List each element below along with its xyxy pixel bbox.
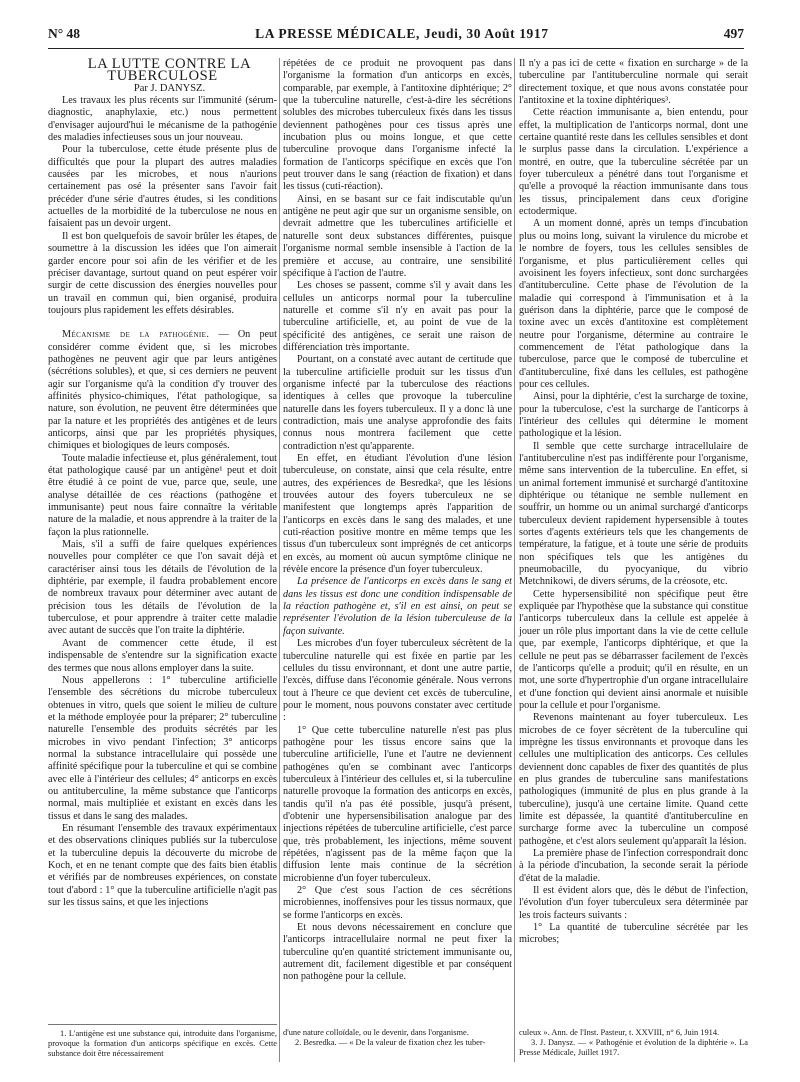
issue-number: N° 48 bbox=[48, 26, 81, 41]
paragraph: En effet, en étudiant l'évolution d'une lésion tuberculeuse, on constate, ainsi que cela résulte, entre autres, des expériences de Besredka², que les lésions trouvées autour des foyers tuberculeux ne se manifestent que longtemps après l'apparition de l'anticorps en excès dans le sang des malades, et une cuti-réaction positive montre en même temps que les tissus d'un tuberculeux sont imprégnés de cet anticorps en excès, au moment où aucun symptôme clinique ne révèle encore la présence d'un foyer tuberculeux. bbox=[283, 453, 512, 576]
paragraph: 2° Que c'est sous l'action de ces sécrétions microbiennes, inoffensives pour les tissus normaux, que se forme l'anticorps en excès. bbox=[283, 885, 512, 921]
paragraph: La première phase de l'infection correspondrait donc à la période d'incubation, la seconde serait la période d'état de la maladie. bbox=[519, 848, 748, 884]
paragraph: répétées de ce produit ne provoquent pas dans l'organisme la formation d'un anticorps en excès, comparable, par exemple, à l'antitoxine diphtérique; 2° que la tuberculine naturelle, c'est-à-dire les sécrétions solubles des microbes tuberculeux fixés dans les tissus deviennent pathogènes pour ces tissus après une incubation plus ou moins longue, et que cette tuberculine provoque dans l'organisme infecté la formation de l'anticorps spécifique en excès que l'on peut trouver dans le sang (réaction de fixation) et dans les tissus (cuti-réaction). bbox=[283, 58, 512, 193]
column-rule-2 bbox=[514, 58, 515, 1062]
footnote-1 bbox=[48, 1024, 277, 1076]
article-author: Par J. DANYSZ. bbox=[133, 82, 206, 94]
paragraph: Il est bon quelquefois de savoir brûler les étapes, de soumettre à la discussion les idées que l'on aimerait garder encore pour soi afin de les vérifier et de les préciser davantage, surtout quand on peut espérer voir surgir de cette discussion des énergies nouvelles pour un travail en commun qui, bien organisé, produira toujours plus rapidement les effets désirables. bbox=[48, 230, 277, 316]
paragraph: Cette hypersensibilité non spécifique peut être expliquée par l'hypothèse que la substance qui constitue l'anticorps tuberculeux dans la cellule est appelée à jouer un rôle plus important dans la vie de cette cellule que, par exemple, l'anticorps diphtérique, et que la cellule ne peut pas se débarrasser facilement de l'excès de l'anticorps qu'elle a produit; qu'il en résulte, en un mot, une sorte d'hypertrophie d'un organe intracellulaire et d'une fonction qui devient ainsi anormale et nuisible pour la cellule et pour l'organisme. bbox=[519, 588, 748, 711]
column-3 bbox=[519, 58, 748, 947]
paragraph: 1° La quantité de tuberculine sécrétée par les microbes; bbox=[519, 922, 748, 946]
paragraph: Il est évident alors que, dès le début de l'infection, l'évolution d'un foyer tuberculeux sera déterminée par les trois facteurs suivants : bbox=[519, 885, 748, 921]
paragraph: Les microbes d'un foyer tuberculeux sécrètent de la tuberculine naturelle qui est fixée en partie par les cellules du tissu environnant, et dont une autre partie, l'excès, diffuse dans l'économie générale. Nous verrons tout à l'heure ce que devient cet excès de tuberculine, pour le moment, nous pouvons constater avec certitude : bbox=[283, 638, 512, 724]
paragraph: Nous appellerons : 1° tuberculine artificielle l'ensemble des sécrétions du microbe tuberculeux obtenues in vitro, quels que soient le milieu de culture et la méthode employée pour la préparer; 2° tuberculine naturelle l'ensemble des produits sécrétés par les microbes in vivo pendant l'infection; 3° anticorps normal la substance intracellulaire qui possède une affinité spécifique pour la tuberculine et qui se combine avec elle à l'intérieur des cellules; 4° anticorps en excès ou antituberculine, la même substance que l'anticorps normal, mais multipliée et existant en excès dans les tissus et dans le sang des malades. bbox=[48, 674, 277, 822]
page-number: 497 bbox=[723, 26, 744, 41]
paragraph: Il n'y a pas ici de cette « fixation en surcharge » de la tuberculine par l'antituberculine normale qui serait directement toxique, et que nous avons constatée pour l'antitoxine et la toxine diphtériques³. bbox=[519, 58, 748, 107]
paragraph: Cette réaction immunisante a, bien entendu, pour effet, la multiplication de l'anticorps normal, dont une certaine quantité reste dans les cellules sensibles et dont le surplus passe dans la circulation. L'expérience a montré, en outre, que la tuberculine sécrétée par un foyer tuberculeux a pénétré dans tout l'organisme et qu'elle a provoqué la réaction immunisante dans tous les tissus, principalement dans ceux d'origine ectodermique. bbox=[519, 107, 748, 218]
footnote-text: 2. Besredka. — « De la valeur de fixation chez les tuber- bbox=[295, 1038, 486, 1047]
column-rule-1 bbox=[279, 58, 280, 1062]
footnote-text: 3. J. Danysz. — « Pathogénie et évolution de la diphtérie ». La Presse Médicale, Juillet 1917. bbox=[519, 1038, 748, 1057]
paragraph: Toute maladie infectieuse et, plus généralement, tout état pathologique causé par un antigène¹ peut et doit être étudié à ce point de vue, parce que, seule, une analyse détaillée de ces réactions (pathogène et immunisante) peut nous faire connaître la véritable nature de la maladie, et nous apprendre à la traiter de la façon la plus rationnelle. bbox=[48, 452, 277, 538]
paragraph: Et nous devons nécessairement en conclure que l'anticorps intracellulaire normal ne peut fixer la tuberculine qu'en quantité strictement immunisante ou, autrement dit, facilement digestible et par conséquent non pathogène pour la cellule. bbox=[283, 922, 512, 983]
paragraph: Mais, s'il a suffi de faire quelques expériences nouvelles pour compléter ce que l'on savait déjà et caractériser ainsi tous les détails de l'évolution de la diphtérie, par exemple, il faudra probablement encore de nombreux travaux pour déterminer avec autant de précision tous les détails de l'évolution de la tuberculose, et pour apprendre à traiter cette maladie avec autant de succès que l'on traite la diphtérie. bbox=[48, 539, 277, 637]
paragraph: Ainsi, en se basant sur ce fait indiscutable qu'un antigène ne peut agir que sur un organisme sensible, on devrait admettre que les tuberculines artificielle et naturelle sont deux substances différentes, puisque l'organisme normal semble insensible à l'action de la première et accuse, au contraire, une sensibilité spécifique à l'action de l'autre. bbox=[283, 193, 512, 279]
footnote-2 bbox=[283, 1028, 512, 1076]
paragraph: Les travaux les plus récents sur l'immunité (sérum-diagnostic, anaphylaxie, etc.) nous permettent d'envisager aujourd'hui le mécanisme de la pathogénie des maladies infectieuses sous un jour nouveau. bbox=[48, 95, 277, 144]
paragraph: La présence de l'anticorps en excès dans le sang et dans les tissus est donc une condition indispensable de la réaction pathogène et, s'il en est ainsi, on peut se représenter l'évolution de la lésion tuberculeuse de la façon suivante. bbox=[283, 576, 512, 637]
paragraph: Avant de commencer cette étude, il est indispensable de s'entendre sur la signification exacte des termes que nous allons employer dans la suite. bbox=[48, 637, 277, 674]
paragraph: A un moment donné, après un temps d'incubation plus ou moins long, suivant la virulence du microbe et le nombre de foyers, tous les cellules sensibles de l'organisme, et plus particulièrement celles qui avoisinent les foyers infectieux, sont donc surchargées d'antituberculine. Cette phase de l'évolution de la maladie qui correspond à l'immunisation et à la guérison dans la diphtérie, parce que le composé de toxine avec un excès d'antitoxine est complètement neutre pour l'organisme, détermine au contraire le commencement de l'état pathologique dans la tuberculose, parce que le composé de tuberculine et d'antituberculine, fixé dans les cellules, est pathogène pour ces cellules. bbox=[519, 218, 748, 390]
paragraph: Pour la tuberculose, cette étude présente plus de difficultés que pour la plupart des autres maladies causées par les microbes, et nous n'aurions certainement pas osé la présenter sans l'avoir fait précéder d'une série d'autres études, si les conditions actuelles de la morbidité de la tuberculose ne nous en faisaient pas un devoir urgent. bbox=[48, 144, 277, 230]
column-1 bbox=[48, 58, 277, 909]
article-title: LA LUTTE CONTRE LA TUBERCULOSE bbox=[87, 56, 252, 85]
paragraph: En résumant l'ensemble des travaux expérimentaux et des observations cliniques publiés sur la tuberculose et la tuberculine depuis la découverte du microbe de Koch, et en ne tenant compte que des faits bien établis et vérifiés par de nombreuses expériences, on constate tout d'abord : 1° que la tuberculine artificielle n'agit pas sur les tissus sains, et que les injections bbox=[48, 822, 277, 909]
paragraph: Les choses se passent, comme s'il y avait dans les cellules un anticorps normal pour la tuberculine naturelle et comme s'il n'y en avait pas pour la tuberculine artificielle, et, au point de vue de la spécificité des antigènes, ce serait une raison de différenciation très importante. bbox=[283, 280, 512, 353]
page-header bbox=[48, 26, 744, 49]
paragraph: Pourtant, on a constaté avec autant de certitude que la tuberculine artificielle produit sur les tissus d'un organisme infecté par la tuberculose des réactions identiques à celles que provoque la tuberculine naturelle dans les foyers tuberculeux. Il y a donc là une contradiction, mais une analyse approfondie des faits connus nous montrera facilement que cette contradiction n'est qu'apparente. bbox=[283, 354, 512, 452]
footnote-3 bbox=[519, 1028, 748, 1076]
section-text: — On peut considérer comme évident que, si les microbes pathogènes ne peuvent agir que par leurs antigènes (sécrétions solubles), et que, si ces derniers ne peuvent agir sur l'organisme qu'à la condition d'y trouver des affinités physico-chimiques, l'état pathologique, sa nature, son évolution, ne peuvent être déterminées que par la nature et les propriétés des antigènes et de leurs anticorps, ainsi que par les propriétés physiques, chimiques et biologiques de leurs composés. bbox=[48, 329, 277, 452]
paragraph: 1° Que cette tuberculine naturelle n'est pas plus pathogène pour les tissus encore sains que la tuberculine artificielle, l'une et l'autre ne deviennent pathogènes qu'en se combinant avec l'anticorps tuberculeux à l'intérieur des cellules et, si la tuberculine naturelle provoque la formation des anticorps en excès, tandis qu'il n'a pas été possible, jusqu'à présent, d'obtenir une hypersensibilisation analogue par des injections répétées de tuberculine artificielle, c'est parce que, très probablement, les injections, même souvent répétées, n'agissent pas de la même façon que la diffusion lente mais continue de la sécrétion microbienne d'un foyer tuberculeux. bbox=[283, 724, 512, 884]
paragraph: Il semble que cette surcharge intracellulaire de l'antituberculine n'est pas indifférente pour l'organisme, même sans intervention de la tuberculine. En effet, si un animal fortement immunisé et surchargé d'antitoxine diphtérique ou tétanique ne semble nullement en souffrir, un homme ou un animal surchargé d'anticorps tuberculeux devient rapidement hypersensible à toutes sortes d'agents extérieurs tels que les changements de température, la fatigue, et à toute une série de produits non spécifiques tels que les antigènes du pneumobacille, du pyocyanique, du vibrio Metchnikowi, de divers sérums, de la créosote, etc. bbox=[519, 440, 748, 588]
footnote-text: culeux ». Ann. de l'Inst. Pasteur, t. XXVIII, n° 6, Juin 1914. bbox=[519, 1028, 720, 1037]
section-paragraph bbox=[48, 329, 277, 452]
column-2 bbox=[283, 58, 512, 984]
paragraph: Revenons maintenant au foyer tuberculeux. Les microbes de ce foyer sécrètent de la tuberculine qui imprègne les tissus environnants et provoque dans les cellules une multiplication des anticorps. Ces cellules deviennent donc capables de fixer des quantités de plus en plus grandes de tuberculine sans manifestations pathologiques (immunité de plus en plus grande à la tuberculine), jusqu'à une certaine limite. Quand cette limite est dépassée, la quantité d'antituberculine en surcharge forme avec la tuberculine un composé pathogène, et c'est alors seulement qu'apparaît la lésion. bbox=[519, 712, 748, 847]
journal-title: LA PRESSE MÉDICALE, Jeudi, 30 Août 1917 bbox=[255, 26, 549, 41]
footnote-text: d'une nature colloïdale, ou le devenir, dans l'organisme. bbox=[283, 1028, 469, 1037]
footnote-text: 1. L'antigène est une substance qui, introduite dans l'organisme, provoque la formation d'un anticorps spécifique en excès. Cette substance doit être nécessairement bbox=[48, 1029, 277, 1058]
paragraph: Ainsi, pour la diphtérie, c'est la surcharge de toxine, pour la tuberculose, c'est la surcharge de l'anticorps à l'intérieur des cellules qui détermine le moment pathologique et la lésion. bbox=[519, 391, 748, 440]
section-heading: Mécanisme de la pathogénie. bbox=[62, 329, 210, 341]
